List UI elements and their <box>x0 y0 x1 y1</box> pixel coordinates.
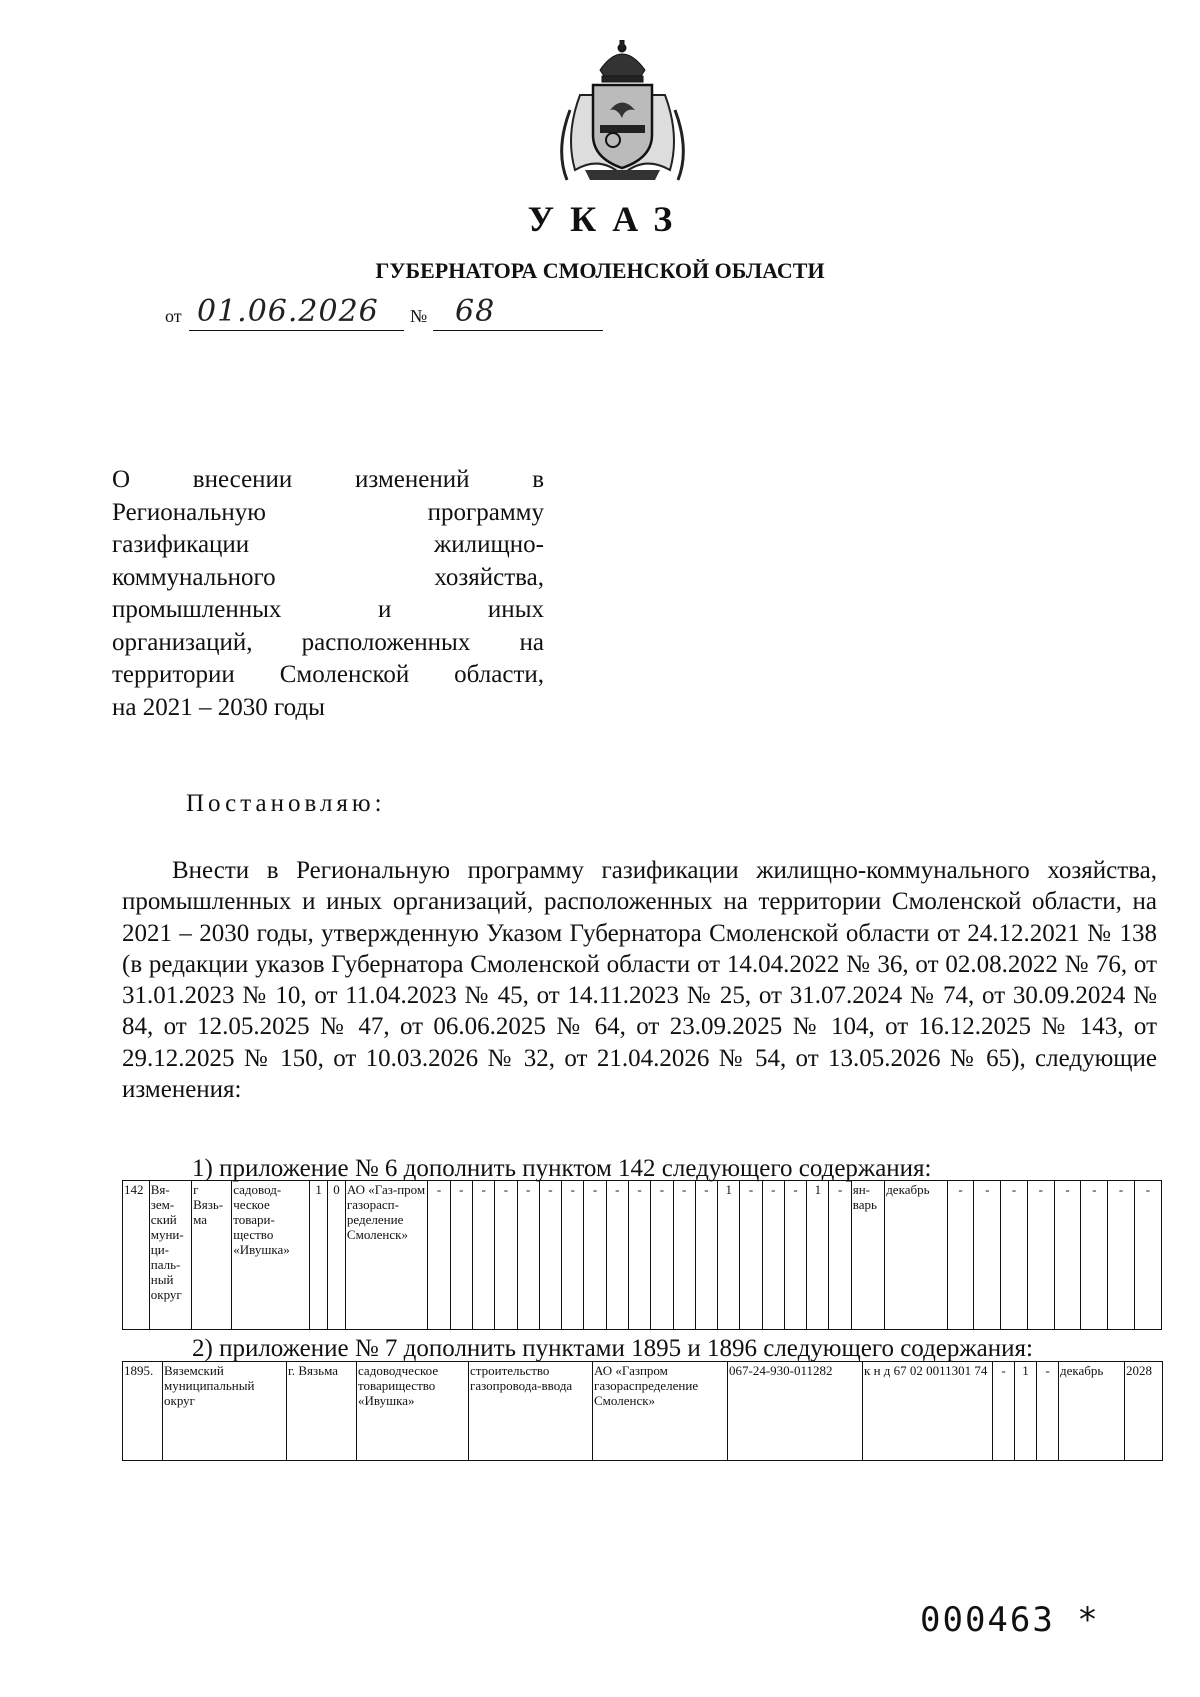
subject-line: промышленных и иных <box>112 596 544 623</box>
table-cell: садоводческое товарищество «Ивушка» <box>357 1362 469 1461</box>
amendment-item-2: 2) приложение № 7 дополнить пунктами 1895 и 1896 следующего содержания: <box>192 1335 1033 1362</box>
table-cell: - <box>762 1181 784 1330</box>
table-cell: г Вязь-ма <box>192 1181 232 1330</box>
table-cell: - <box>829 1181 851 1330</box>
table-cell: 1895. <box>123 1362 163 1461</box>
number-prefix: № <box>410 306 428 326</box>
table-cell: к н д 67 02 0011301 74 <box>863 1362 993 1461</box>
document-title: УКАЗ <box>527 199 689 239</box>
table-cell: декабрь <box>1059 1362 1125 1461</box>
table-cell: АО «Газпром газораспределение Смоленск» <box>593 1362 728 1461</box>
table-cell: - <box>562 1181 584 1330</box>
date-prefix: от <box>165 306 182 326</box>
subject-line: организаций, расположенных на <box>112 628 544 656</box>
subject-line: коммунального хозяйства, <box>112 563 544 591</box>
table-cell: - <box>450 1181 472 1330</box>
table-cell: 067-24-930-011282 <box>728 1362 863 1461</box>
table-cell: 1 <box>310 1181 328 1330</box>
subject-line: газификации жилищно- <box>112 531 544 558</box>
table-cell: - <box>651 1181 673 1330</box>
subject-line: на 2021 – 2030 годы <box>112 693 325 721</box>
table-cell: 2028 <box>1125 1362 1163 1461</box>
resolve-heading: Постановляю: <box>186 790 386 817</box>
document-serial-code: 000463 * <box>920 1600 1100 1640</box>
table-cell: - <box>517 1181 539 1330</box>
document-subtitle: ГУБЕРНАТОРА СМОЛЕНСКОЙ ОБЛАСТИ <box>375 258 825 283</box>
table-cell: 0 <box>328 1181 346 1330</box>
decree-subject <box>112 464 544 724</box>
table-cell: - <box>1001 1181 1028 1330</box>
table-cell: - <box>539 1181 561 1330</box>
table-cell: 142 <box>123 1181 150 1330</box>
table-cell: - <box>974 1181 1001 1330</box>
table-cell: - <box>673 1181 695 1330</box>
table-cell: - <box>428 1181 450 1330</box>
table-cell: - <box>1081 1181 1108 1330</box>
table-cell: г. Вязьма <box>287 1362 357 1461</box>
subject-line: Региональную программу <box>112 498 544 526</box>
table-row <box>123 1181 1162 1330</box>
table-cell: Вяземский муниципальный округ <box>163 1362 287 1461</box>
appendix-7-table <box>122 1361 1163 1461</box>
table-cell: - <box>1027 1181 1054 1330</box>
table-cell: - <box>1054 1181 1081 1330</box>
body-paragraph: Внести в Региональную программу газификации жилищно-коммунального хозяйства, промышленных и иных организаций, расположенных на территории Смоленской области, на 2021 – 2030 годы, утвержденную Указом Губернатора Смоленской области от 24.12.2021 № 138 (в редакции указов Губернатора Смоленской области от 14.04.2022 № 36, от 02.08.2022 № 76, от 31.01.2023 № 10, от 11.04.2023 № 45, от 14.11.2023 № 25, от 31.07.2024 № 74, от 30.09.2024 № 84, от 12.05.2025 № 47, от 06.06.2025 № 64, от 23.09.2025 № 104, от 16.12.2025 № 143, от 29.12.2025 № 150, от 10.03.2026 № 32, от 21.04.2026 № 54, от 13.05.2026 № 65), следующие изменения: <box>122 857 1157 1104</box>
table-cell: - <box>993 1362 1015 1461</box>
table-cell: - <box>628 1181 650 1330</box>
table-cell: - <box>695 1181 717 1330</box>
table-cell: декабрь <box>885 1181 947 1330</box>
decree-body <box>122 855 1157 1105</box>
table-cell: - <box>584 1181 606 1330</box>
table-cell: - <box>495 1181 517 1330</box>
table-cell: строительство газопровода-ввода <box>469 1362 593 1461</box>
table-cell: - <box>472 1181 494 1330</box>
table-cell: ян-варь <box>851 1181 884 1330</box>
table-cell: - <box>1108 1181 1135 1330</box>
table-cell: - <box>740 1181 762 1330</box>
table-row <box>123 1362 1163 1461</box>
table-cell: АО «Газ-пром газорасп-ределение Смоленск» <box>345 1181 427 1330</box>
table-cell: 1 <box>1015 1362 1037 1461</box>
table-cell: - <box>947 1181 974 1330</box>
coat-of-arms-emblem <box>555 40 690 185</box>
table-cell: - <box>784 1181 806 1330</box>
number-underline <box>433 330 603 331</box>
subject-line: О внесении изменений в <box>112 466 544 493</box>
table-cell: Вя-зем-ский муни-ци-паль-ный округ <box>149 1181 191 1330</box>
table-cell: 1 <box>807 1181 829 1330</box>
amendment-item-1: 1) приложение № 6 дополнить пунктом 142 следующего содержания: <box>192 1155 932 1182</box>
table-cell: - <box>606 1181 628 1330</box>
date-number-line <box>165 293 605 333</box>
table-cell: - <box>1037 1362 1059 1461</box>
appendix-6-table <box>122 1180 1162 1330</box>
handwritten-number: 68 <box>455 294 496 329</box>
date-underline <box>189 330 404 331</box>
table-cell: садовод-ческое товари-щество «Ивушка» <box>232 1181 310 1330</box>
table-cell: - <box>1134 1181 1161 1330</box>
handwritten-date: 01.06.2026 <box>197 294 379 329</box>
subject-line: территории Смоленской области, <box>112 661 544 688</box>
table-cell: 1 <box>718 1181 740 1330</box>
